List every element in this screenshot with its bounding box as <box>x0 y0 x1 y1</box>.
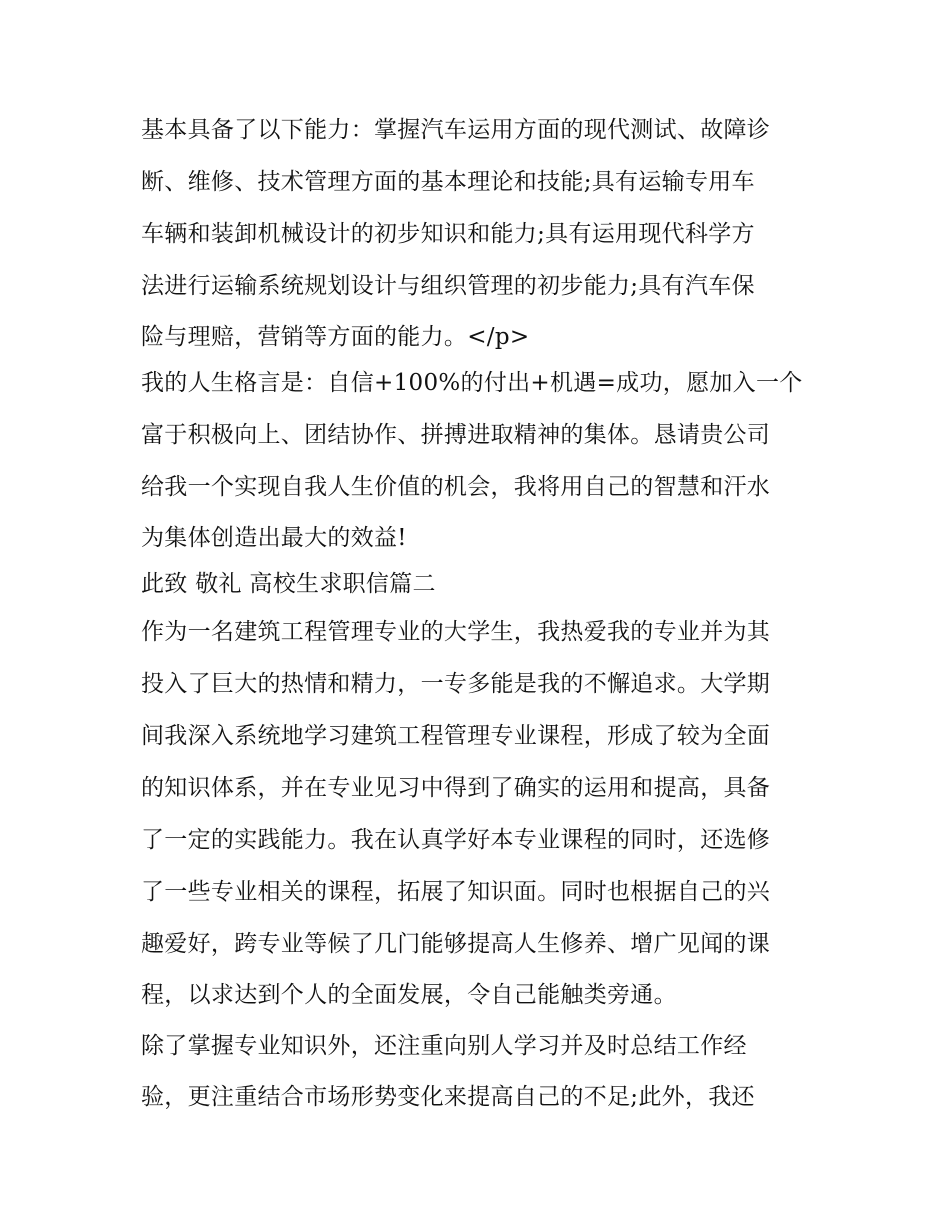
text-line: 验，更注重结合市场形势变化来提高自己的不足;此外，我还 <box>141 1084 755 1110</box>
text-line: 基本具备了以下能力：掌握汽车运用方面的现代测试、故障诊 <box>141 117 771 143</box>
text-line: 趣爱好，跨专业等候了几门能够提高人生修养、增广见闻的课 <box>141 931 771 957</box>
text-line: 为集体创造出最大的效益! <box>141 525 407 551</box>
text-line: 给我一个实现自我人生价值的机会，我将用自己的智慧和汗水 <box>141 474 771 500</box>
text-line: 法进行运输系统规划设计与组织管理的初步能力;具有汽车保 <box>141 273 755 299</box>
text-line: 的知识体系，并在专业见习中得到了确实的运用和提高，具备 <box>141 775 771 801</box>
text-line: 险与理赔，营销等方面的能力。</p> <box>141 324 530 350</box>
text-line: 富于积极向上、团结协作、拼搏进取精神的集体。恳请贵公司 <box>141 422 771 448</box>
text-line: 断、维修、技术管理方面的基本理论和技能;具有运输专用车 <box>141 169 755 195</box>
text-line: 投入了巨大的热情和精力，一专多能是我的不懈追求。大学期 <box>141 671 771 697</box>
text-line: 了一些专业相关的课程，拓展了知识面。同时也根据自己的兴 <box>141 879 771 905</box>
text-line: 我的人生格言是：自信+100%的付出+机遇=成功，愿加入一个 <box>141 370 803 396</box>
text-line: 除了掌握专业知识外，还注重向别人学习并及时总结工作经 <box>141 1033 747 1059</box>
text-line: 车辆和装卸机械设计的初步知识和能力;具有运用现代科学方 <box>141 221 755 247</box>
text-line: 了一定的实践能力。我在认真学好本专业课程的同时，还选修 <box>141 827 771 853</box>
text-line: 间我深入系统地学习建筑工程管理专业课程，形成了较为全面 <box>141 723 771 749</box>
text-line: 程，以求达到个人的全面发展，令自己能触类旁通。 <box>141 982 677 1008</box>
section-heading: 此致 敬礼 高校生求职信篇二 <box>141 571 436 597</box>
text-line: 作为一名建筑工程管理专业的大学生，我热爱我的专业并为其 <box>141 619 771 645</box>
